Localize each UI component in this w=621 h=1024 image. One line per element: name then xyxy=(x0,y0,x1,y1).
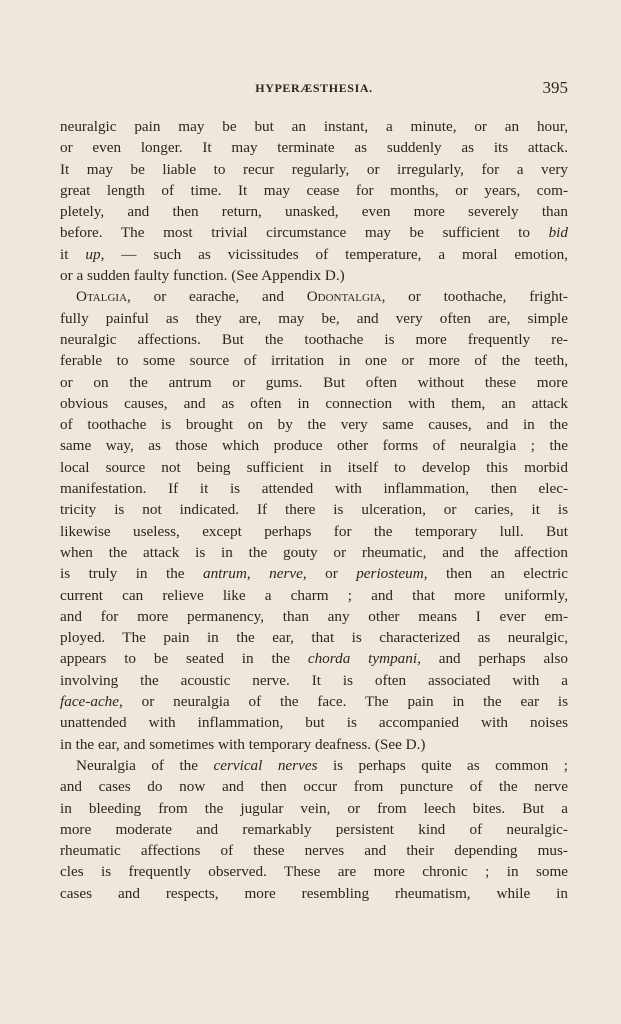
text-span: or a sudden faulty function. (See Appendix D.) xyxy=(60,267,345,285)
italic-text: cervical nerves xyxy=(213,756,318,774)
text-span: in bleeding from the jugular vein, or from leech bites. But a xyxy=(60,799,568,817)
text-span: it xyxy=(60,245,86,263)
text-span: , xyxy=(246,565,270,583)
text-line xyxy=(60,286,568,307)
text-span: great length of time. It may cease for months, or years, com- xyxy=(60,181,568,199)
text-span: , or xyxy=(302,565,357,583)
text-line xyxy=(60,244,568,265)
text-line xyxy=(60,670,568,691)
text-span: , — such as vicissitudes of temperature, a moral emotion, xyxy=(100,245,568,263)
text-span: involving the acoustic nerve. It is often associated with a xyxy=(60,671,568,689)
text-span: current can relieve like a charm ; and that more uniformly, xyxy=(60,586,568,604)
text-span: same way, as those which produce other forms of neuralgia ; the xyxy=(60,437,568,455)
text-line xyxy=(60,414,568,435)
text-line xyxy=(60,691,568,712)
italic-text: periosteum xyxy=(356,565,424,583)
text-span: cles is frequently observed. These are more chronic ; in some xyxy=(60,863,568,881)
text-line xyxy=(60,308,568,329)
text-span: or even longer. It may terminate as suddenly as its attack. xyxy=(60,139,568,157)
text-line xyxy=(60,457,568,478)
text-span: cases and respects, more resembling rheumatism, while in xyxy=(60,884,568,902)
text-line xyxy=(60,435,568,456)
text-span: , or neuralgia of the face. The pain in the ear is xyxy=(119,693,568,711)
text-span: before. The most trivial circumstance may be sufficient to xyxy=(60,224,549,242)
text-span: more moderate and remarkably persistent kind of neuralgic- xyxy=(60,820,568,838)
italic-text: up xyxy=(85,245,101,263)
text-line xyxy=(60,159,568,180)
text-line xyxy=(60,606,568,627)
text-span: is perhaps quite as common ; xyxy=(317,756,568,774)
text-line xyxy=(60,265,568,286)
text-line xyxy=(60,521,568,542)
text-span: local source not being sufficient in itself to develop this morbid xyxy=(60,458,568,476)
text-span: , or toothache, fright- xyxy=(381,288,568,306)
text-line xyxy=(60,222,568,243)
text-line xyxy=(60,201,568,222)
italic-text: bid xyxy=(548,224,568,242)
text-line xyxy=(60,180,568,201)
text-span: , then an electric xyxy=(423,565,569,583)
text-line xyxy=(60,883,568,904)
text-span: , and perhaps also xyxy=(417,650,568,668)
text-span: in the ear, and sometimes with temporary deafness. (See D.) xyxy=(60,735,426,753)
small-caps-text: Odontalgia xyxy=(306,288,382,306)
text-span: unattended with inflammation, but is accompanied with noises xyxy=(60,714,568,732)
text-line xyxy=(60,819,568,840)
text-line xyxy=(60,585,568,606)
text-span: when the attack is in the gouty or rheumatic, and the affection xyxy=(60,543,568,561)
text-line xyxy=(60,627,568,648)
text-line xyxy=(60,861,568,882)
italic-text: face-ache xyxy=(60,693,120,711)
text-span: appears to be seated in the xyxy=(60,650,308,668)
text-span: neuralgic pain may be but an instant, a minute, or an hour, xyxy=(60,118,568,135)
text-line xyxy=(60,798,568,819)
text-span: fully painful as they are, may be, and very often are, simple xyxy=(60,309,568,327)
text-line xyxy=(60,776,568,797)
text-span: or on the antrum or gums. But often without these more xyxy=(60,373,568,391)
text-span: rheumatic affections of these nerves and their depending mus- xyxy=(60,842,568,860)
text-line xyxy=(60,393,568,414)
text-span: pletely, and then return, unasked, even more severely than xyxy=(60,203,568,221)
text-span: It may be liable to recur regularly, or irregularly, for a very xyxy=(60,160,568,178)
text-span: likewise useless, except perhaps for the temporary lull. But xyxy=(60,522,568,540)
text-line xyxy=(60,734,568,755)
text-span: manifestation. If it is attended with inflammation, then elec- xyxy=(60,480,568,498)
text-line xyxy=(60,499,568,520)
text-span: ployed. The pain in the ear, that is characterized as neuralgic, xyxy=(60,629,568,647)
italic-text: antrum xyxy=(202,565,247,583)
text-line xyxy=(60,350,568,371)
text-line xyxy=(60,329,568,350)
text-span: tricity is not indicated. If there is ulceration, or caries, it is xyxy=(60,501,568,519)
italic-text: nerve xyxy=(269,565,303,583)
text-span: neuralgic affections. But the toothache is more frequently re- xyxy=(60,330,568,348)
text-span: obvious causes, and as often in connection with them, an attack xyxy=(60,394,568,412)
running-title: HYPERÆSTHESIA. xyxy=(255,81,373,95)
text-span: of toothache is brought on by the very same causes, and in the xyxy=(60,416,568,434)
text-line xyxy=(60,840,568,861)
text-span: ferable to some source of irritation in one or more of the teeth, xyxy=(60,352,568,370)
page-number: 395 xyxy=(542,78,568,97)
text-span: , or earache, and xyxy=(127,288,307,306)
text-line xyxy=(60,372,568,393)
text-line xyxy=(60,755,568,776)
text-span: is truly in the xyxy=(60,565,203,583)
body-text xyxy=(60,116,568,904)
text-line xyxy=(60,478,568,499)
small-caps-text: Otalgia xyxy=(76,288,128,306)
italic-text: chorda tympani xyxy=(307,650,418,668)
text-line xyxy=(60,563,568,584)
text-line xyxy=(60,712,568,733)
text-span: and cases do now and then occur from puncture of the nerve xyxy=(60,778,568,796)
text-span: Neuralgia of the xyxy=(76,756,214,774)
text-span: and for more permanency, than any other means I ever em- xyxy=(60,607,568,625)
text-line xyxy=(60,116,568,137)
text-line xyxy=(60,137,568,158)
text-line xyxy=(60,542,568,563)
running-head xyxy=(60,80,568,100)
text-line xyxy=(60,648,568,669)
